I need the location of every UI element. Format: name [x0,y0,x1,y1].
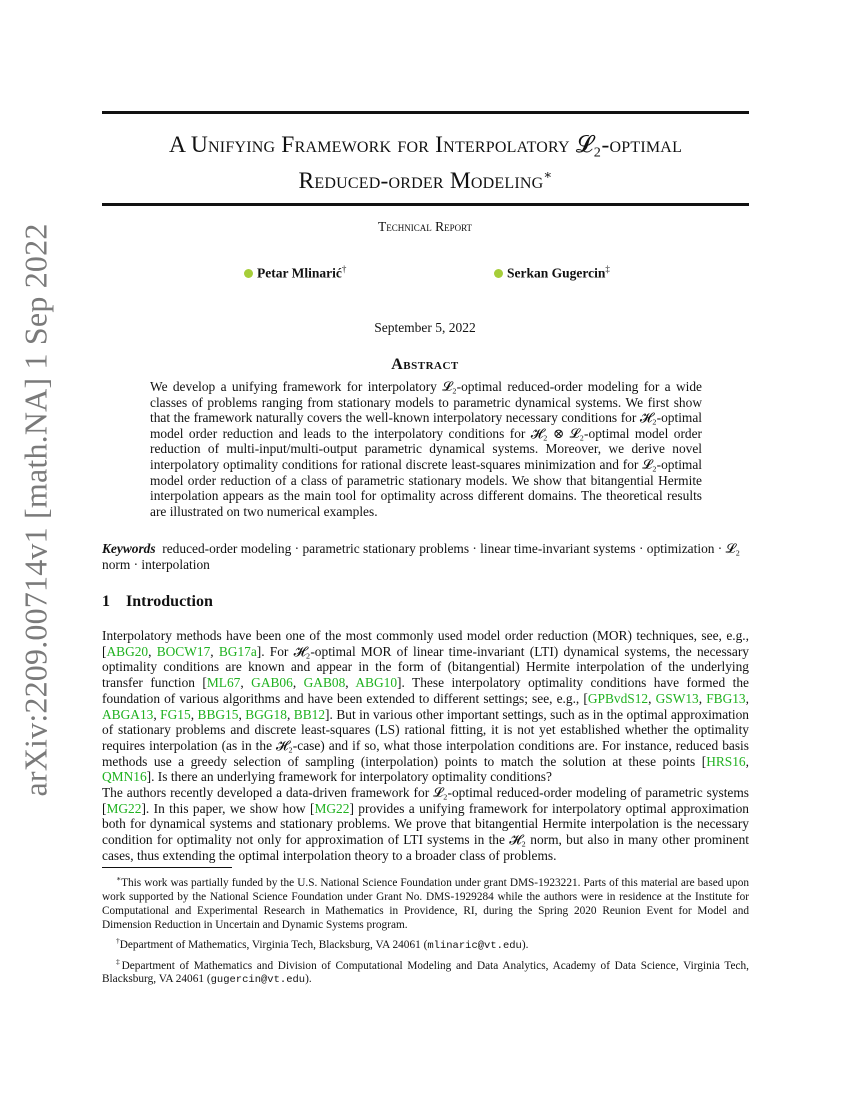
citation-link[interactable]: ABG10 [355,675,398,691]
footnotes [102,872,749,989]
footnote-3 [102,955,749,988]
citation-link[interactable]: BB12 [293,706,326,722]
text: Interpolatory methods have been one of the most commonly used model order reduction (MOR) techniques, see, e.g., [ [102,628,749,659]
orcid-icon[interactable] [244,269,253,278]
text: The authors recently developed a data-driven framework for 𝓛₂-optimal reduced-order modeling of parametric systems [ [102,785,749,816]
citation-link[interactable]: FBG13 [706,690,746,706]
separator: , [745,753,749,769]
text: ]. Is there an underlying framework for interpolatory optimality conditions? [146,769,552,785]
text: ] provides a unifying framework for interpolatory optimal approximation both for dynamical systems and stationary problems. We prove that bitangential Hermite interpolation is the necessary condition for optimality not only for approximation of LTI systems in the 𝓗₂ norm, but also in many other prominent cases, thus extending the optimal interpolation theory to a broader class of problems. [102,800,750,863]
email-address[interactable]: gugercin@vt.edu [210,974,306,987]
citation-link[interactable]: BG17a [218,643,257,659]
keywords [102,541,749,573]
author-1 [244,264,346,282]
citation-link[interactable]: ABG20 [106,643,149,659]
title-top-rule [102,111,749,114]
report-type: Technical Report [377,219,473,234]
abstract-heading: Abstract [391,356,459,373]
text: ]. These interpolatory optimality conditions have formed the foundation of various algorithms and have been extended to different settings; see, e.g., [ [102,675,749,706]
intro-paragraph-2 [102,785,749,864]
footnote-mark: ∗ [116,874,122,883]
footnote-1 [102,872,749,932]
citation-link[interactable]: BGG18 [245,706,287,722]
citation-link[interactable]: ABGA13 [102,706,154,722]
footnote-text: ). [521,938,529,951]
title-line-1: A Unifying Framework for Interpolatory 𝓛₂-optimal [168,132,683,158]
separator: , [210,643,219,659]
arxiv-side-stamp [6,223,66,797]
citation-link[interactable]: QMN16 [102,769,147,785]
text: ]. For 𝓗₂-optimal MOR of linear time-invariant (LTI) dynamical systems, the necessary optimality conditions are known and appear in the form of (bitangential) Hermite interpolation of the underlying transfer function [ [102,643,749,691]
citation-link[interactable]: HRS16 [706,753,746,769]
separator: , [648,690,656,706]
section-title: Introduction [126,593,213,610]
footnote-text: ). [305,973,312,986]
citation-link[interactable]: GPBvdS12 [587,690,649,706]
title-footnote-mark: ∗ [543,167,553,182]
separator: , [745,690,749,706]
title-bottom-rule [102,203,749,206]
footnote-text: This work was partially funded by the U.S. National Science Foundation under grant DMS-1923221. Parts of this material are based upon work supported by the National Science Foundation under Grant No. DMS-1929284 while the authors were in residence at the Institute for Computational and Experimental Research in Mathematics in Providence, RI, during the Spring 2020 Reunion Event for Model and Dimension Reduction in Uncertain and Dynamic Systems program. [102,876,749,931]
author-1-name: Petar Mlinarić [257,265,342,281]
footnote-mark: ‡ [116,956,122,966]
section-number: 1 [102,593,110,610]
separator: , [698,690,707,706]
email-address[interactable]: mlinaric@vt.edu [427,939,522,952]
section-heading [102,593,213,611]
citation-link[interactable]: GAB06 [251,675,293,691]
footnote-mark: † [116,935,120,945]
arxiv-identifier: arXiv:2209.00714v1 [math.NA] 1 Sep 2022 [17,223,54,797]
title-line-2-text: Reduced-order Modeling [298,167,544,194]
footnote-text: Department of Mathematics, Virginia Tech, Blacksburg, VA 24061 ( [119,938,428,951]
author-2-mark: ‡ [605,264,610,274]
citation-link[interactable]: MG22 [314,800,350,816]
citation-link[interactable]: GAB08 [303,675,346,691]
orcid-icon[interactable] [494,269,503,278]
author-2-name: Serkan Gugercin [507,265,606,281]
footnote-rule [102,867,232,868]
separator: , [286,706,294,722]
author-1-mark: † [341,264,347,274]
abstract-text: We develop a unifying framework for interpolatory 𝓛₂-optimal reduced-order modeling for a wide classes of problems ranging from stationary models to parametric dynamical systems. We first show that the framework naturally covers the well-known interpolatory necessary conditions for 𝓗₂-optimal model order reduction and leads to the interpolatory conditions for 𝓗₂ ⊗ 𝓛₂-optimal model order reduction of multi-input/multi-output parametric dynamical systems. Moreover, we derive novel interpolatory optimality conditions for rational discrete least-squares minimization and for 𝓛₂-optimal model order reduction of a class of parametric stationary models. We show that bitangential Hermite interpolation appears as the main tool for optimality across different domains. The theoretical results are illustrated on two numerical examples. [150,379,702,519]
keywords-list: reduced-order modeling · parametric stationary problems · linear time-invariant systems · optimization · 𝓛₂ norm · interpolation [102,541,741,572]
citation-link[interactable]: FG15 [160,706,191,722]
footnote-2 [102,934,749,953]
keywords-label: Keywords [102,541,156,556]
separator: , [238,706,246,722]
citation-link[interactable]: MG22 [106,800,142,816]
citation-link[interactable]: BOCW17 [156,643,211,659]
citation-link[interactable]: GSW13 [655,690,699,706]
citation-link[interactable]: BBG15 [197,706,239,722]
text: ]. But in various other important settings, such as in the optimal approximation of stationary problems and discrete least-squares (LS) rational fitting, it is not yet established whether the optimality requires interpolation (as in the 𝓗₂-case) and if so, what those interpolation conditions are. For instance, reduced basis methods use a greedy selection of sampling (interpolation) points to match the solution at these points [ [102,706,749,769]
separator: , [240,675,252,691]
separator: , [292,675,304,691]
publication-date: September 5, 2022 [374,320,476,335]
separator: , [153,706,161,722]
author-2 [494,264,610,282]
intro-paragraph-1 [102,628,749,785]
separator: , [345,675,356,691]
text: ]. In this paper, we show how [ [141,800,315,816]
paper-title [102,131,749,196]
separator: , [190,706,198,722]
separator: , [148,643,157,659]
title-line-2 [102,160,749,196]
footnote-text: Department of Mathematics and Division of Computational Modeling and Data Analytics, Academy of Data Science, Virginia Tech, Blacksburg, VA 24061 ( [102,959,749,986]
citation-link[interactable]: ML67 [206,675,241,691]
